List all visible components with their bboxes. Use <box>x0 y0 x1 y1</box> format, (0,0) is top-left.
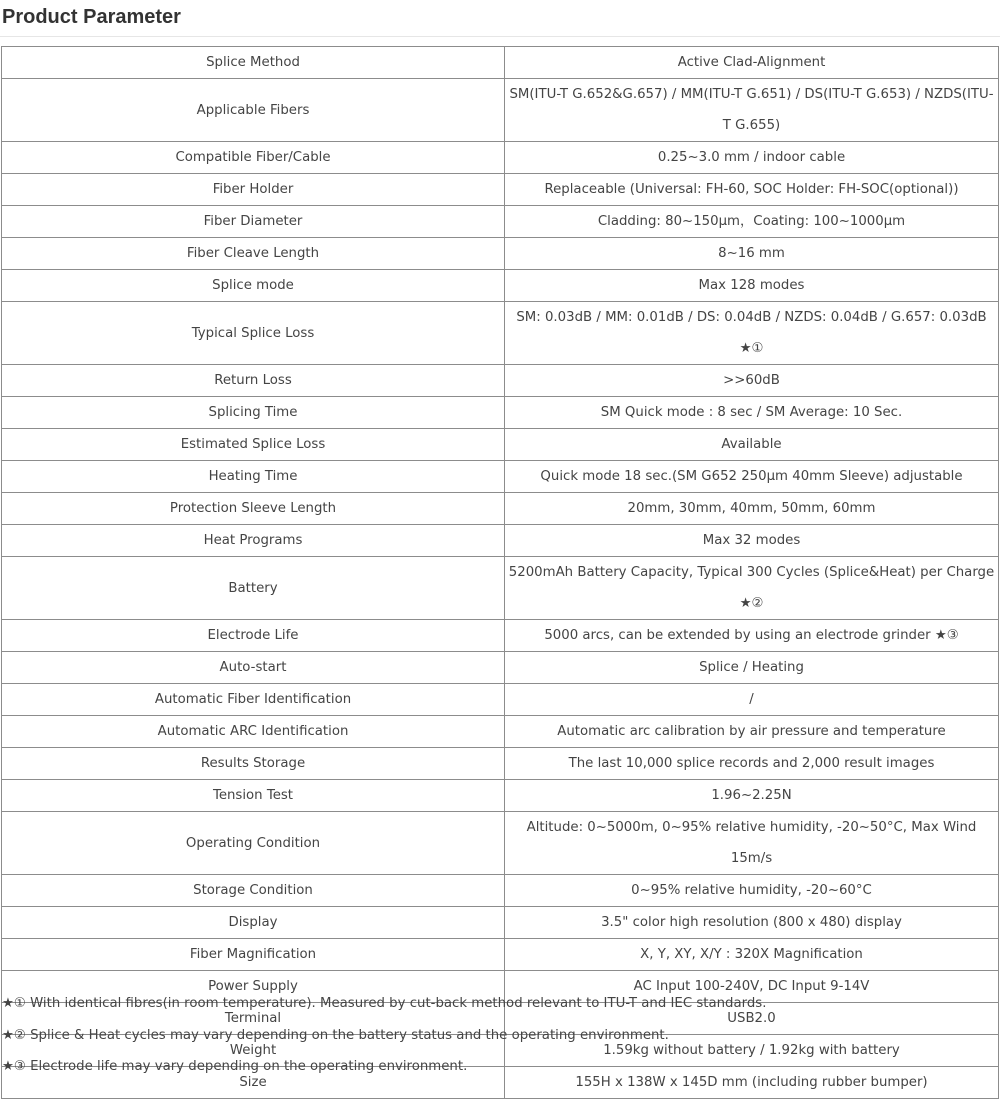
parameter-name-cell: Estimated Splice Loss <box>2 429 505 461</box>
parameter-name-cell: Splice mode <box>2 270 505 302</box>
table-row <box>2 47 999 79</box>
parameter-value-cell: 3.5" color high resolution (800 x 480) display <box>505 907 999 939</box>
footnote-item: ★③ Electrode life may vary depending on the operating environment. <box>2 1059 468 1074</box>
table-row <box>2 365 999 397</box>
parameter-value-cell: 1.59kg without battery / 1.92kg with battery <box>505 1035 999 1067</box>
footnotes <box>2 993 766 1088</box>
parameter-name-cell: Fiber Holder <box>2 174 505 206</box>
parameter-value-cell: SM: 0.03dB / MM: 0.01dB / DS: 0.04dB / NZDS: 0.04dB / G.657: 0.03dB ★① <box>505 302 999 365</box>
table-row <box>2 875 999 907</box>
table-row <box>2 270 999 302</box>
parameter-name-cell: Operating Condition <box>2 812 505 875</box>
parameter-name-cell: Splice Method <box>2 47 505 79</box>
table-row <box>2 652 999 684</box>
parameter-name-cell: Terminal <box>2 1003 505 1035</box>
table-row <box>2 748 999 780</box>
parameter-name-cell: Weight <box>2 1035 505 1067</box>
parameter-value-cell: Automatic arc calibration by air pressure and temperature <box>505 716 999 748</box>
table-row <box>2 684 999 716</box>
parameter-value-cell: 5200mAh Battery Capacity, Typical 300 Cycles (Splice&Heat) per Charge ★② <box>505 557 999 620</box>
table-row <box>2 174 999 206</box>
parameter-value-cell: The last 10,000 splice records and 2,000 result images <box>505 748 999 780</box>
table-row <box>2 620 999 652</box>
parameter-value-cell: >>60dB <box>505 365 999 397</box>
parameter-name-cell: Size <box>2 1067 505 1099</box>
parameter-name-cell: Electrode Life <box>2 620 505 652</box>
parameter-value-cell: Splice / Heating <box>505 652 999 684</box>
parameter-value-cell: Altitude: 0~5000m, 0~95% relative humidity, -20~50°C, Max Wind 15m/s <box>505 812 999 875</box>
parameter-value-cell: USB2.0 <box>505 1003 999 1035</box>
footnote-item: ★① With identical fibres(in room temperature). Measured by cut-back method relevant to ITU-T and IEC standards. <box>2 996 767 1011</box>
table-row <box>2 79 999 142</box>
parameter-value-cell: / <box>505 684 999 716</box>
parameter-value-cell: Quick mode 18 sec.(SM G652 250μm 40mm Sleeve) adjustable <box>505 461 999 493</box>
parameter-value-cell: 155H x 138W x 145D mm (including rubber bumper) <box>505 1067 999 1099</box>
parameter-name-cell: Typical Splice Loss <box>2 302 505 365</box>
parameter-value-cell: 0~95% relative humidity, -20~60°C <box>505 875 999 907</box>
parameter-name-cell: Heating Time <box>2 461 505 493</box>
parameter-name-cell: Auto-start <box>2 652 505 684</box>
parameter-name-cell: Storage Condition <box>2 875 505 907</box>
parameter-value-cell: 1.96~2.25N <box>505 780 999 812</box>
table-row <box>2 780 999 812</box>
parameter-name-cell: Fiber Cleave Length <box>2 238 505 270</box>
page-title: Product Parameter <box>2 6 181 28</box>
table-row <box>2 461 999 493</box>
table-row <box>2 907 999 939</box>
parameter-value-cell: AC Input 100-240V, DC Input 9-14V <box>505 971 999 1003</box>
parameter-table-body <box>2 47 999 1099</box>
title-divider <box>0 36 1000 37</box>
parameter-name-cell: Results Storage <box>2 748 505 780</box>
parameter-name-cell: Power Supply <box>2 971 505 1003</box>
parameter-value-cell: Available <box>505 429 999 461</box>
table-row <box>2 557 999 620</box>
table-row <box>2 142 999 174</box>
table-row <box>2 302 999 365</box>
parameter-value-cell: Active Clad-Alignment <box>505 47 999 79</box>
parameter-value-cell: Max 32 modes <box>505 525 999 557</box>
parameter-value-cell: SM(ITU-T G.652&G.657) / MM(ITU-T G.651) / DS(ITU-T G.653) / NZDS(ITU-T G.655) <box>505 79 999 142</box>
table-row <box>2 525 999 557</box>
table-row <box>2 812 999 875</box>
parameter-value-cell: 5000 arcs, can be extended by using an electrode grinder ★③ <box>505 620 999 652</box>
parameter-name-cell: Automatic ARC Identification <box>2 716 505 748</box>
table-row <box>2 716 999 748</box>
parameter-name-cell: Tension Test <box>2 780 505 812</box>
parameter-value-cell: 8~16 mm <box>505 238 999 270</box>
table-row <box>2 939 999 971</box>
parameter-name-cell: Applicable Fibers <box>2 79 505 142</box>
table-row <box>2 493 999 525</box>
parameter-value-cell: X, Y, XY, X/Y : 320X Magnification <box>505 939 999 971</box>
parameter-name-cell: Automatic Fiber Identification <box>2 684 505 716</box>
parameter-value-cell: 20mm, 30mm, 40mm, 50mm, 60mm <box>505 493 999 525</box>
parameter-name-cell: Fiber Diameter <box>2 206 505 238</box>
parameter-value-cell: Replaceable (Universal: FH-60, SOC Holder: FH-SOC(optional)) <box>505 174 999 206</box>
table-row <box>2 206 999 238</box>
parameter-name-cell: Fiber Magnification <box>2 939 505 971</box>
parameter-value-cell: 0.25~3.0 mm / indoor cable <box>505 142 999 174</box>
table-row <box>2 238 999 270</box>
parameter-name-cell: Battery <box>2 557 505 620</box>
parameter-name-cell: Heat Programs <box>2 525 505 557</box>
parameter-value-cell: Max 128 modes <box>505 270 999 302</box>
parameter-name-cell: Return Loss <box>2 365 505 397</box>
parameter-name-cell: Compatible Fiber/Cable <box>2 142 505 174</box>
parameter-value-cell: SM Quick mode : 8 sec / SM Average: 10 Sec. <box>505 397 999 429</box>
footnote-item: ★② Splice & Heat cycles may vary depending on the battery status and the operating environment. <box>2 1027 669 1043</box>
parameter-name-cell: Display <box>2 907 505 939</box>
product-parameter-table <box>1 46 999 1099</box>
table-row <box>2 429 999 461</box>
parameter-name-cell: Splicing Time <box>2 397 505 429</box>
table-row <box>2 397 999 429</box>
parameter-value-cell: Cladding: 80~150μm，Coating: 100~1000μm <box>505 206 999 238</box>
parameter-name-cell: Protection Sleeve Length <box>2 493 505 525</box>
